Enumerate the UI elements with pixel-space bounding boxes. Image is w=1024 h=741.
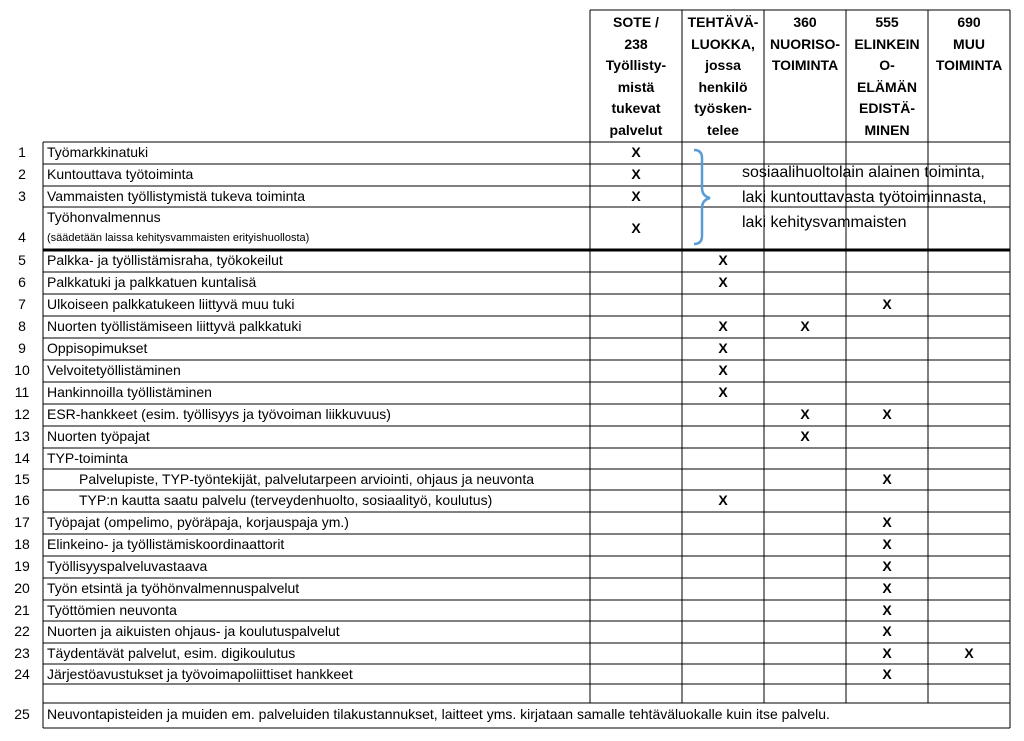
check-mark: X xyxy=(882,645,892,661)
row-number: 5 xyxy=(18,252,26,268)
row-sublabel: (säädetään laissa kehitysvammaisten erityishuollosta) xyxy=(47,232,310,244)
column-header-line: Työllisty- xyxy=(605,57,667,73)
row-label: Oppisopimukset xyxy=(47,340,148,356)
check-mark: X xyxy=(882,666,892,682)
row-label: Kuntouttava työtoiminta xyxy=(47,166,194,182)
check-mark: X xyxy=(631,144,641,160)
row-number: 14 xyxy=(14,450,30,466)
check-mark: X xyxy=(882,580,892,596)
column-header-line: SOTE / xyxy=(613,14,659,30)
row-number: 19 xyxy=(14,558,30,574)
column-header xyxy=(928,12,1010,140)
footnote-text: Neuvontapisteiden ja muiden em. palveluiden tilakustannukset, laitteet yms. kirjataan samalle tehtäväluokalle kuin itse palvelu. xyxy=(47,706,830,722)
check-mark: X xyxy=(882,623,892,639)
check-mark: X xyxy=(882,514,892,530)
column-header-line: 238 xyxy=(624,35,648,52)
row-label: Työhonvalmennus xyxy=(47,209,161,225)
check-mark: X xyxy=(882,406,892,422)
check-mark: X xyxy=(631,188,641,204)
column-header-line: ELÄMÄN xyxy=(857,78,917,95)
row-number: 12 xyxy=(14,406,30,422)
row-number: 13 xyxy=(14,428,30,444)
check-mark: X xyxy=(882,296,892,312)
column-header-line: LUOKKA, xyxy=(691,35,755,52)
row-label: Työn etsintä ja työhönvalmennuspalvelut xyxy=(47,580,300,596)
row-number: 17 xyxy=(14,514,30,530)
row-label: Palvelupiste, TYP-työntekijät, palvelutarpeen arviointi, ohjaus ja neuvonta xyxy=(79,471,535,487)
check-mark: X xyxy=(964,645,974,661)
check-mark: X xyxy=(882,536,892,552)
column-header-line: 360 xyxy=(793,14,817,30)
row-label: Palkkatuki ja palkkatuen kuntalisä xyxy=(47,274,257,290)
row-number: 22 xyxy=(14,623,30,639)
column-header-line: TOIMINTA xyxy=(771,57,839,73)
row-label: Järjestöavustukset ja työvoimapoliittiset hankkeet xyxy=(47,666,353,682)
check-mark: X xyxy=(718,492,728,508)
check-mark: X xyxy=(718,340,728,356)
bracket-icon xyxy=(690,148,720,248)
row-label: TYP-toiminta xyxy=(47,450,128,466)
row-number: 23 xyxy=(14,645,30,661)
note-line: laki kehitysvammaisten xyxy=(742,214,907,231)
column-header-line: työsken- xyxy=(694,100,752,116)
check-mark: X xyxy=(718,252,728,268)
column-header-line: jossa xyxy=(705,57,741,73)
column-header-line: henkilö xyxy=(698,78,748,95)
column-header xyxy=(590,12,682,140)
row-label: Ulkoiseen palkkatukeen liittyvä muu tuki xyxy=(47,296,295,312)
column-header-line: 555 xyxy=(875,14,899,30)
row-label: Työttömien neuvonta xyxy=(47,602,177,618)
row-label: Nuorten ja aikuisten ohjaus- ja koulutuspalvelut xyxy=(47,623,340,639)
row-number: 25 xyxy=(14,706,30,722)
row-number: 3 xyxy=(18,188,26,204)
row-number: 15 xyxy=(14,471,30,487)
legislation-note xyxy=(742,160,987,235)
row-label: Hankinnoilla työllistäminen xyxy=(47,384,212,400)
column-header xyxy=(846,12,928,140)
row-number: 7 xyxy=(18,296,26,312)
note-line: sosiaalihuoltolain alainen toiminta, xyxy=(742,164,985,181)
column-header-line: tukevat xyxy=(611,100,661,116)
row-number: 1 xyxy=(18,144,26,160)
column-header-line: ELINKEIN xyxy=(854,35,920,52)
check-mark: X xyxy=(631,166,641,182)
column-header xyxy=(682,12,764,140)
row-label: Nuorten työllistämiseen liittyvä palkkatuki xyxy=(47,318,302,334)
row-number: 18 xyxy=(14,536,30,552)
column-header-line: TEHTÄVÄ- xyxy=(687,14,759,30)
check-mark: X xyxy=(882,602,892,618)
row-label: Työllisyyspalveluvastaava xyxy=(47,558,208,574)
check-mark: X xyxy=(718,318,728,334)
column-header-line: mistä xyxy=(617,78,655,95)
row-label: Elinkeino- ja työllistämiskoordinaattorit xyxy=(47,536,285,552)
check-mark: X xyxy=(631,220,641,236)
check-mark: X xyxy=(718,362,728,378)
check-mark: X xyxy=(882,471,892,487)
column-header-line: MINEN xyxy=(864,121,910,138)
check-mark: X xyxy=(800,428,810,444)
column-header-line: telee xyxy=(707,121,739,138)
row-number: 20 xyxy=(14,580,30,596)
check-mark: X xyxy=(882,558,892,574)
row-number: 4 xyxy=(18,229,26,245)
row-label: Velvoitetyöllistäminen xyxy=(47,362,181,378)
row-number: 11 xyxy=(14,384,30,400)
row-label: Työpajat (ompelimo, pyöräpaja, korjauspaja ym.) xyxy=(47,514,349,530)
row-label: Vammaisten työllistymistä tukeva toiminta xyxy=(47,188,306,204)
column-header-line: MUU xyxy=(953,35,985,52)
note-line: laki kuntouttavasta työtoiminnasta, xyxy=(742,189,987,206)
check-mark: X xyxy=(718,274,728,290)
row-label: Nuorten työpajat xyxy=(47,428,150,444)
row-label: Palkka- ja työllistämisraha, työkokeilut xyxy=(47,252,283,268)
column-header-line: TOIMINTA xyxy=(935,57,1003,73)
row-number: 8 xyxy=(18,318,26,334)
check-mark: X xyxy=(800,406,810,422)
row-label: Työmarkkinatuki xyxy=(47,144,149,160)
row-label: TYP:n kautta saatu palvelu (terveydenhuolto, sosiaalityö, koulutus) xyxy=(79,492,493,508)
column-header-line: NUORISO- xyxy=(770,35,840,52)
column-header-line: palvelut xyxy=(609,121,663,138)
row-number: 21 xyxy=(14,602,30,618)
row-number: 10 xyxy=(14,362,30,378)
row-number: 16 xyxy=(14,492,30,508)
row-label: ESR-hankkeet (esim. työllisyys ja työvoiman liikkuvuus) xyxy=(47,406,391,422)
column-header xyxy=(764,12,846,140)
column-header-line: O- xyxy=(879,57,895,73)
row-label: Täydentävät palvelut, esim. digikoulutus xyxy=(47,645,296,661)
column-header-line: 690 xyxy=(957,14,981,30)
row-number: 2 xyxy=(18,166,26,182)
row-number: 24 xyxy=(14,666,30,682)
check-mark: X xyxy=(718,384,728,400)
check-mark: X xyxy=(800,318,810,334)
row-number: 6 xyxy=(18,274,26,290)
row-number: 9 xyxy=(18,340,26,356)
column-header-line: EDISTÄ- xyxy=(859,100,915,116)
